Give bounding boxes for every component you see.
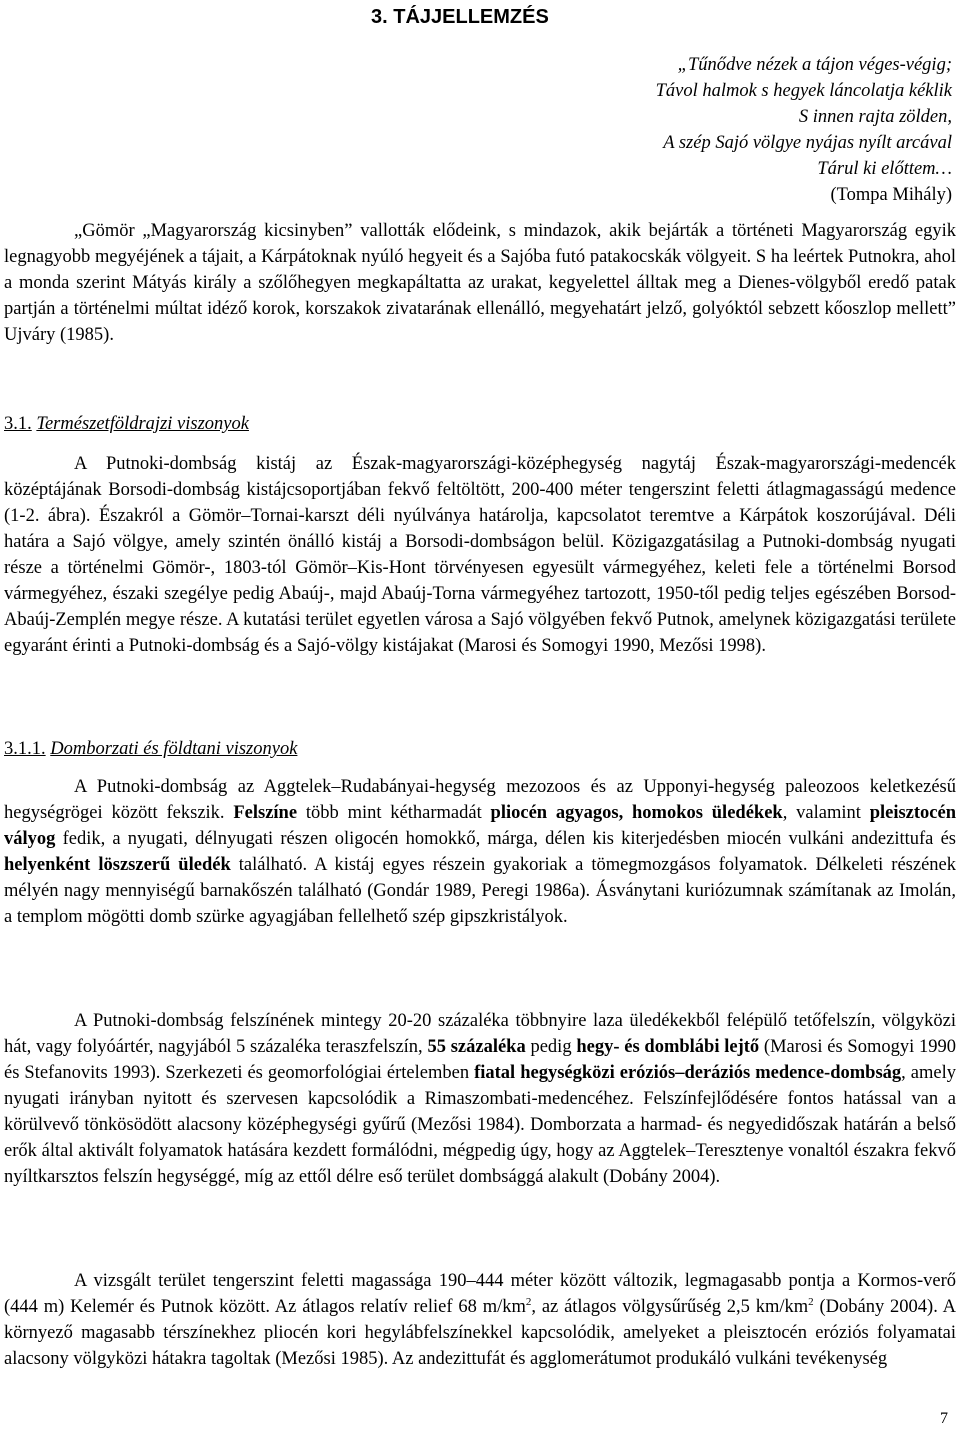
page-number: 7 [940, 1410, 948, 1427]
bold-term: pleisztocén vályog [4, 803, 956, 849]
text-run: , valamint [782, 803, 870, 823]
superscript: 2 [525, 1296, 532, 1308]
poem-line: Távol halmok s hegyek láncolatja kéklik [655, 81, 952, 101]
section-3-1-paragraph: A Putnoki-dombság kistáj az Észak-magyarországi-középhegység nagytáj Észak-magyarországi-medencék középtájának Borsodi-dombság kistájcsoportjában fekvő feltöltött, 200-400 méter tengerszint feletti átlagmagasságú medence (1-2. ábra). Északról a Gömör–Tornai-karszt déli nyúlványa határolja, kapcsolatot teremtve a Kárpátok koszorújával. Déli határa a Sajó völgye, amely szintén önálló kistáj a Borsodi-dombságon belül. Közigazgatásilag a Putnoki-dombság nyugati része a történelmi Gömör-, 1803-tól Gömör–Kis-Hont törvényesen egyesült vármegyéhez, keleti fele a történelmi Borsod vármegyéhez, északi szegélye pedig Abaúj-, majd Abaúj-Torna vármegyéhez tartozott, 1950-től pedig teljes egészében Borsod-Abaúj-Zemplén megye része. A kutatási terület egyetlen városa a Sajó völgyében fekvő Putnok, amelynek közigazgatási területe egyaránt érinti a Putnoki-dombság és a Sajó-völgy kistájakat (Marosi és Somogyi 1990, Mezősi 1998). [4, 454, 956, 656]
section-number: 3.1.1. [4, 739, 46, 759]
text-run: több mint kétharmadát [297, 803, 491, 823]
text-run: pedig [525, 1037, 577, 1057]
poem-author: (Tompa Mihály) [830, 185, 952, 205]
poem-line: Tárul ki előttem… [817, 159, 952, 179]
bold-term: pliocén agyagos, homokos üledékek [490, 803, 783, 823]
section-heading-3-1-1 [4, 736, 297, 762]
section-3-1-1-body-a [4, 774, 956, 930]
section-number: 3.1. [4, 414, 32, 434]
text-run: található. A kistáj egyes részein gyakoriak a tömegmozgásos folyamatok. Délkeleti részének mélyén nagy mennyiségű barnakőszén található (Gondár 1989, Peregi 1986a). Ásványtani kuriózumnak számítanak az Imolán, a templom mögötti domb szürke agyagjában fellelhető szép gipszkristályok. [4, 855, 956, 927]
section-title: Természetföldrajzi viszonyok [36, 414, 249, 434]
bold-term: 55 százaléka [427, 1037, 526, 1057]
epigraph-poem [656, 52, 952, 208]
poem-line: „Tűnődve nézek a tájon véges-végig; [677, 55, 952, 75]
chapter-heading: 3. TÁJJELLEMZÉS [371, 6, 549, 28]
bold-term: hegy- és domblábi lejtő [576, 1037, 760, 1057]
section-title: Domborzati és földtani viszonyok [50, 739, 298, 759]
text-run: fedik, a nyugati, délnyugati részen oligocén homokkő, márga, délen kis kiterjedésben miocén vulkáni andezittufa és [55, 829, 956, 849]
section-heading-3-1 [4, 411, 249, 437]
superscript: 2 [808, 1296, 814, 1308]
poem-line: S innen rajta zölden, [798, 107, 952, 127]
bold-term: Felszíne [233, 803, 298, 823]
text-run: A Putnoki-dombság az Aggtelek–Rudabányai-hegység mezozoos és az Upponyi-hegység paleozoos keletkezésű hegységrögei között fekszik. [4, 777, 956, 823]
intro-section [4, 218, 956, 348]
intro-paragraph: „Gömör „Magyarország kicsinyben” vallották elődeink, s mindazok, akik bejárták a történeti Magyarország egyik legnagyobb megyéjének a tájait, a Kárpátoknak nyúló hegyeit és a Sajóba futó patakocskák völgyeit. S ha leértek Putnokra, ahol a monda szerint Mátyás király a szőlőhegyen megkapáltatta az urakat, kegyelettel álltak meg a Dienes-völgyből eredő patak partján a történelmi múltat idéző korok, korszakok zivatarának ellenálló, megyehatárt jelző, golyóktól sebzett kőoszlop mellett” Ujváry (1985). [4, 221, 956, 345]
text-run: , amely nyugati irányban nyitott és szervesen kapcsolódik a Rimaszombati-medencéhez. Felszínfejlődésére fontos hatással van a körülvevő tönkösödött alacsony középhegységi gyűrű (Mezősi 1984). Domborzata a harmad- és negyedidőszak határán a belső erők által aktivált folyamatok hatására kezdett formálódni, mégpedig úgy, hogy az Aggtelek–Teresztenye vonaltól északra fekvő nyíltkarsztos felszín hegységgé, míg az ettől délre eső terület dombsággá alakult (Dobány 2004). [4, 1063, 956, 1187]
section-3-1-1-body-c [4, 1268, 956, 1372]
section-3-1-body [4, 451, 956, 659]
text-run: , az átlagos völgysűrűség 2,5 km/km [531, 1297, 809, 1317]
bold-term: fiatal hegységközi eróziós–deráziós medence-dombság [474, 1063, 902, 1083]
text-run: (Dobány 2004). A környező magasabb térszínekhez pliocén kori hegylábfelszínekkel kapcsolódik, amelyeket a pleisztocén eróziós folyamatai alacsony völgyközi hátakra tagoltak (Mezősi 1985). Az andezittufát és agglomerátumot produkáló vulkáni tevékenység [4, 1297, 956, 1369]
text-run: (Marosi és Somogyi 1990 és Stefanovits 1993). Szerkezeti és geomorfológiai értelemben [4, 1037, 956, 1083]
text-run: A vizsgált terület tengerszint feletti magassága 190–444 méter között változik, legmagasabb pontja a Kormos-verő (444 m) Kelemér és Putnok között. Az átlagos relatív relief 68 m/km [4, 1271, 956, 1317]
section-3-1-1-body-b [4, 1008, 956, 1190]
relief-paragraph-1 [4, 774, 956, 930]
relief-paragraph-3 [4, 1268, 956, 1372]
text-run: A Putnoki-dombság felszínének mintegy 20-20 százaléka többnyire laza üledékekből felépülő tetőfelszín, völgyközi hát, vagy folyóártér, nagyjából 5 százaléka teraszfelszín, [4, 1011, 956, 1057]
poem-line: A szép Sajó völgye nyájas nyílt arcával [663, 133, 952, 153]
relief-paragraph-2 [4, 1008, 956, 1190]
bold-term: helyenként löszszerű üledék [4, 855, 231, 875]
